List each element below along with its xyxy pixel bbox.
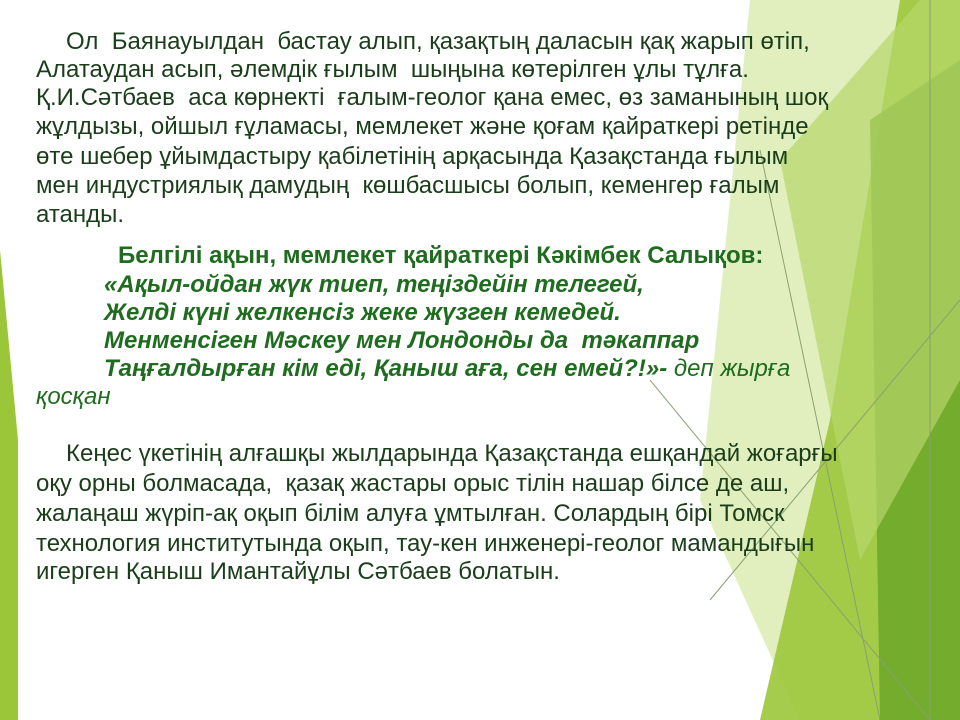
quote-line-3: Менменсіген Мәскеу мен Лондонды да тәкаппар [104,327,700,354]
p1-line-1: Ол Баянауылдан бастау алып, қазақтың даласын қақ жарып өтіп, [66,28,810,55]
p2-line-2: оқу орны болмасада, қазақ жастары орыс тілін нашар білсе де аш, [36,470,790,497]
p2-line-1: Кеңес үкетінің алғашқы жылдарында Қазақстанда ешқандай жоғарғы [66,440,838,467]
quote-tail-line: қосқан [36,383,111,410]
p2-line-3: жалаңаш жүріп-ақ оқып білім алуға ұмтылған. Солардың бірі Томск [36,500,785,527]
p1-line-3: Қ.И.Сәтбаев аса көрнекті ғалым-геолог қана емес, өз заманының шоқ [36,84,828,111]
quote-tail-inline: деп жырға [667,355,791,382]
quote-line-2: Желді күні желкенсіз жеке жүзген кемедей. [104,299,621,326]
p2-line-5: игерген Қаныш Имантайұлы Сәтбаев болатын. [36,558,560,585]
p1-line-5: өте шебер ұйымдастыру қабілетінің арқасында Қазақстанда ғылым [36,143,789,170]
p2-line-4: технология институтында оқып, тау-кен инженері-геолог мамандығын [36,530,815,557]
quote-line-4-row [104,355,790,383]
quote-line-1: «Ақыл-ойдан жүк тиеп, теңіздейін телегей, [104,271,644,298]
p1-line-2: Алатаудан асып, әлемдік ғылым шыңына көтерілген ұлы тұлға. [36,56,749,83]
p1-line-7: атанды. [36,201,125,228]
quote-heading: Белгілі ақын, мемлекет қайраткері Кәкімбек Салықов: [118,242,764,269]
quote-line-4: Таңғалдырған кім еді, Қаныш аға, сен емей?!»- [104,355,668,382]
p1-line-4: жұлдызы, ойшыл ғұламасы, мемлекет және қоғам қайраткері ретінде [36,113,809,140]
p1-line-6: мен индустриялық дамудың көшбасшысы болып, кеменгер ғалым [36,172,780,199]
